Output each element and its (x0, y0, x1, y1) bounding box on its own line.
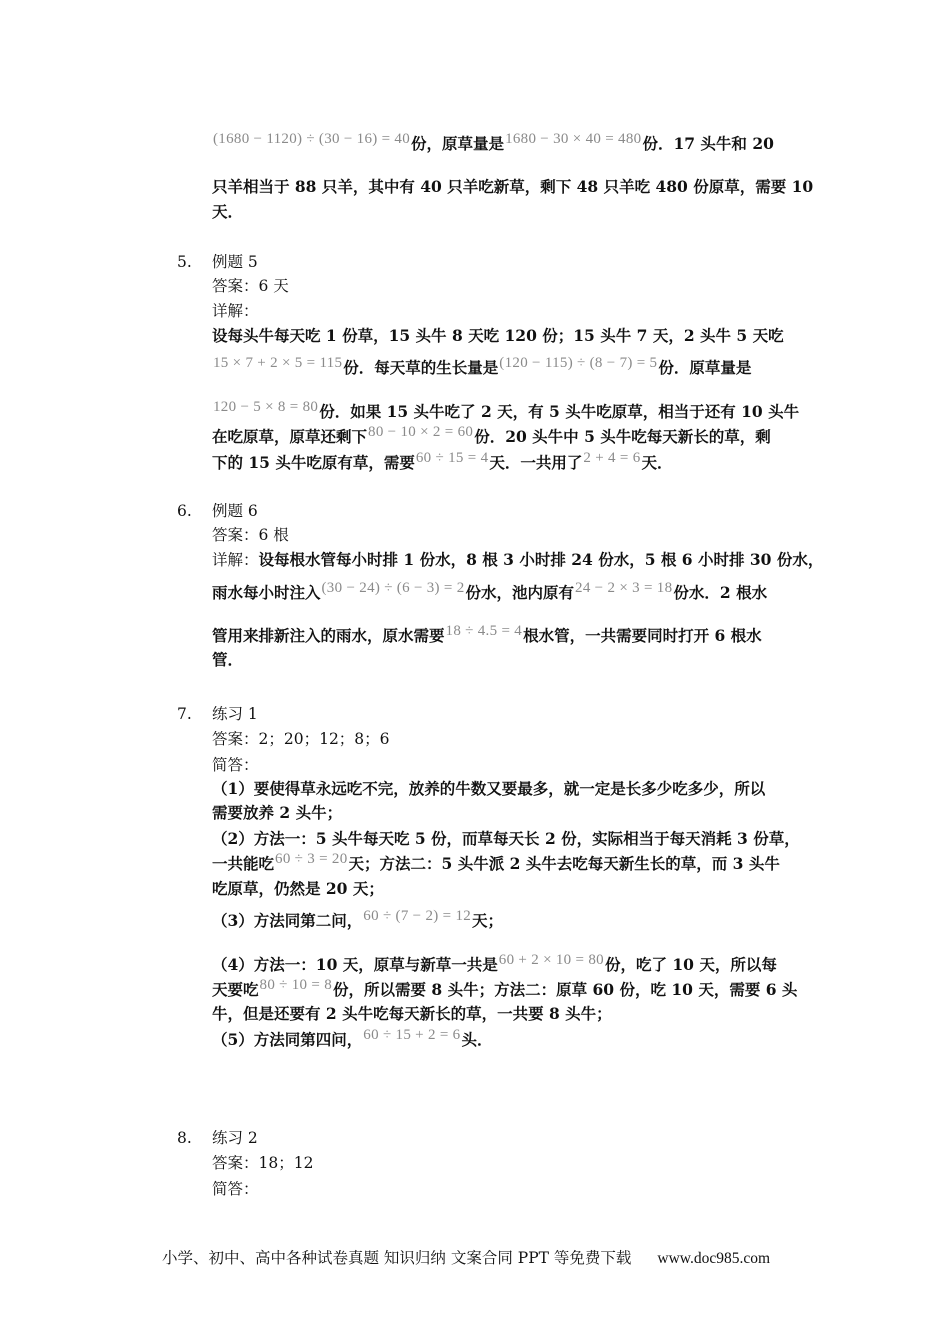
formula: (1680 − 1120) ÷ (30 − 16) = 40 (213, 131, 411, 147)
explain-line: 设每头牛每天吃 1 份草，15 头牛 8 天吃 120 份；15 头牛 7 天，2 头牛 5 天吃 (212, 326, 784, 345)
formula: 2 + 4 = 6 (583, 450, 641, 466)
explain-line: 雨水每小时注入(30 − 24) ÷ (6 − 3) = 2份水，池内原有24 − 2 × 3 = 18份水．2 根水 (212, 580, 768, 602)
brief-line: （1）要使得草永远吃不完，放养的牛数又要最多，就一定是长多少吃多少，所以 (212, 779, 766, 798)
item-title: 练习 2 (212, 1129, 258, 1147)
brief-line: 牛，但是还要有 2 头牛吃每天新长的草，一共要 8 头牛； (212, 1004, 612, 1023)
explain-line: 管用来排新注入的雨水，原水需要18 ÷ 4.5 = 4根水管，一共需要同时打开 6 根水 (212, 623, 762, 645)
formula: (30 − 24) ÷ (6 − 3) = 2 (321, 580, 465, 596)
item-number: 5. (177, 253, 192, 271)
item-title: 例题 6 (212, 502, 258, 520)
formula: 80 ÷ 10 = 8 (259, 977, 333, 993)
formula: 24 − 2 × 3 = 18 (575, 580, 673, 596)
answer-line: 答案：6 天 (212, 277, 289, 295)
explain-line: 详解：设每根水管每小时排 1 份水，8 根 3 小时排 24 份水，5 根 6 小时排 30 份水， (212, 550, 824, 569)
formula: 60 ÷ 15 + 2 = 6 (363, 1027, 461, 1043)
explain-line: 在吃原草，原草还剩下80 − 10 × 2 = 60份．20 头牛中 5 头牛吃每天新长的草，剩 (212, 424, 771, 446)
brief-line: （3）方法同第二问，60 ÷ (7 − 2) = 12天； (212, 908, 504, 930)
answer-line: 答案：18；12 (212, 1154, 314, 1172)
explain-line: 15 × 7 + 2 × 5 = 115份．每天草的生长量是(120 − 115) ÷ (8 − 7) = 5份．原草量是 (213, 355, 752, 377)
brief-line: 一共能吃60 ÷ 3 = 20天；方法二：5 头牛派 2 头牛去吃每天新生长的草，而 3 头牛 (212, 851, 780, 873)
brief-line: 吃原草，仍然是 20 天； (212, 879, 384, 898)
formula: 80 − 10 × 2 = 60 (368, 424, 474, 440)
footer-site-link[interactable]: www.doc985.com (657, 1250, 771, 1267)
brief-line: （2）方法一：5 头牛每天吃 5 份，而草每天长 2 份，实际相当于每天消耗 3 份草， (212, 829, 800, 848)
item-title: 例题 5 (212, 253, 258, 271)
answer-line: 答案：6 根 (212, 526, 289, 544)
formula: 18 ÷ 4.5 = 4 (445, 623, 523, 639)
item-number: 7. (177, 705, 192, 723)
item-number: 6. (177, 502, 192, 520)
explain-line: 120 − 5 × 8 = 80份．如果 15 头牛吃了 2 天，有 5 头牛吃原草，相当于还有 10 头牛 (213, 399, 800, 421)
explain-line: 管． (212, 650, 244, 669)
formula: (120 − 115) ÷ (8 − 7) = 5 (499, 355, 658, 371)
page-footer (162, 1246, 770, 1268)
explain-label: 详解： (212, 551, 259, 569)
brief-line: （4）方法一：10 天，原草与新草一共是60 + 2 × 10 = 80份，吃了 10 天，所以每 (212, 952, 777, 974)
formula: 60 ÷ 3 = 20 (275, 851, 348, 867)
brief-line: 天要吃80 ÷ 10 = 8份，所以需要 8 头牛；方法二：原草 60 份，吃 10 天，需要 6 头 (212, 977, 798, 999)
explain-label: 详解： (212, 302, 259, 320)
item-number: 8. (177, 1129, 192, 1147)
top-line-2: 只羊相当于 88 只羊，其中有 40 只羊吃新草，剩下 48 只羊吃 480 份原草，需要 10 (212, 177, 814, 196)
formula: 120 − 5 × 8 = 80 (213, 399, 319, 415)
brief-line: 需要放养 2 头牛； (212, 803, 343, 822)
formula: 15 × 7 + 2 × 5 = 115 (213, 355, 343, 371)
footer-text: 小学、初中、高中各种试卷真题 知识归纳 文案合同 PPT 等免费下载 (162, 1249, 632, 1267)
formula: 60 + 2 × 10 = 80 (498, 952, 604, 968)
explain-line: 下的 15 头牛吃原有草，需要60 ÷ 15 = 4天．一共用了2 + 4 = 6天． (212, 450, 673, 472)
item-title: 练习 1 (212, 705, 258, 723)
formula: 60 ÷ (7 − 2) = 12 (363, 908, 472, 924)
top-line-1: (1680 − 1120) ÷ (30 − 16) = 40份，原草量是1680 − 30 × 40 = 480份．17 头牛和 20 (213, 131, 774, 153)
answer-line: 答案：2；20；12；8；6 (212, 730, 390, 748)
top-line-3: 天． (212, 202, 244, 221)
formula: 60 ÷ 15 = 4 (415, 450, 489, 466)
brief-label: 简答： (212, 756, 259, 774)
formula: 1680 − 30 × 40 = 480 (505, 131, 642, 147)
brief-line: （5）方法同第四问，60 ÷ 15 + 2 = 6头． (212, 1027, 493, 1049)
brief-label: 简答： (212, 1180, 259, 1198)
